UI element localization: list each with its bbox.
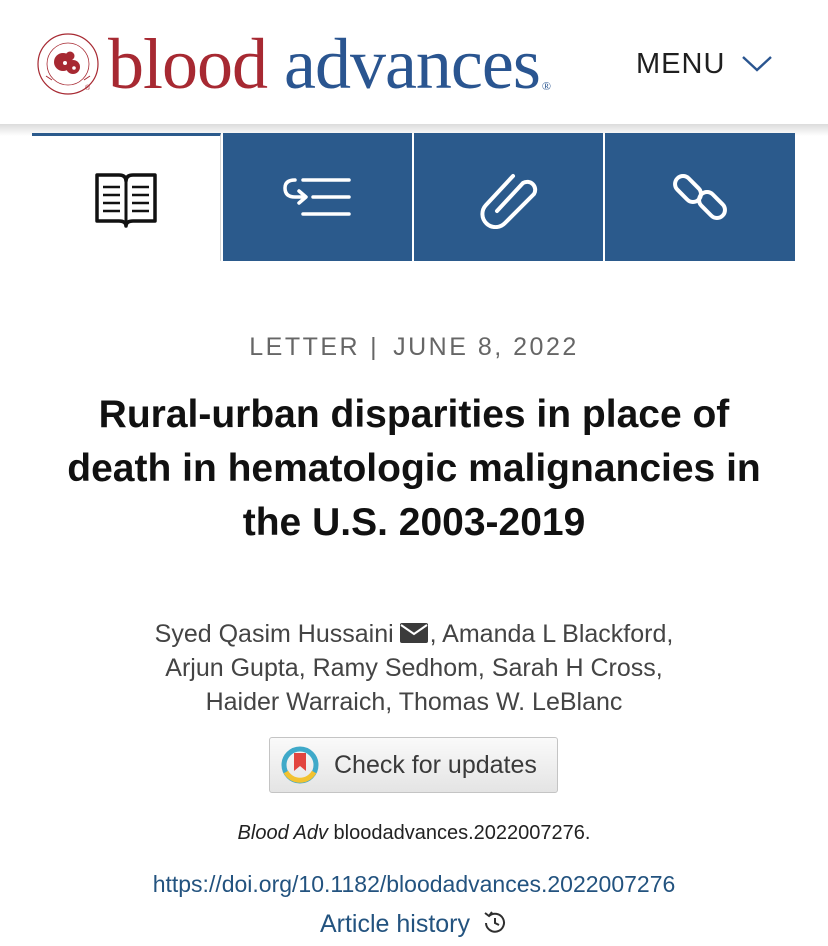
article-meta	[0, 333, 828, 362]
logo-registered-mark: ®	[541, 79, 550, 93]
link-icon	[669, 166, 731, 228]
check-for-updates-button[interactable]	[269, 737, 558, 793]
check-for-updates-label: Check for updates	[334, 750, 537, 779]
article-tool-tabs	[32, 133, 795, 261]
doi-link[interactable]: https://doi.org/10.1182/bloodadvances.2022007276	[152, 871, 676, 897]
author-link[interactable]: Syed Qasim Hussaini	[154, 620, 394, 648]
meta-separator: |	[370, 333, 380, 361]
author-list-line1-rest[interactable]: , Amanda L Blackford,	[429, 620, 674, 648]
blood-advances-logo[interactable]	[108, 24, 548, 104]
tab-supplements[interactable]	[414, 133, 603, 261]
citation-id: bloodadvances.2022007276.	[333, 822, 591, 844]
tab-article-text[interactable]	[32, 133, 221, 261]
chevron-down-icon	[741, 54, 773, 74]
author-list-line2[interactable]: Arjun Gupta, Ramy Sedhom, Sarah H Cross,	[165, 654, 663, 682]
journal-citation	[0, 822, 828, 845]
article-history-label: Article history	[319, 910, 471, 938]
paperclip-icon	[477, 165, 541, 229]
outline-list-icon	[283, 172, 353, 222]
journal-name: Blood Adv	[237, 822, 328, 844]
crossmark-icon	[280, 745, 320, 785]
menu-label: MENU	[636, 47, 726, 80]
author-list-line3[interactable]: Haider Warraich, Thomas W. LeBlanc	[205, 688, 623, 716]
tab-share-link[interactable]	[605, 133, 795, 261]
book-icon	[93, 169, 159, 229]
tab-outline[interactable]	[223, 133, 412, 261]
author-list	[100, 617, 728, 719]
article-type: LETTER	[249, 333, 361, 361]
menu-button[interactable]	[636, 46, 773, 82]
ash-seal-icon[interactable]	[36, 32, 100, 96]
site-header	[0, 0, 828, 126]
article-title: Rural-urban disparities in place of death in hematologic malignancies in the U.S. 2003-2019	[67, 393, 761, 544]
logo-word-blood: blood	[108, 24, 268, 104]
registered-mark: ®	[85, 85, 91, 92]
article-history-toggle[interactable]	[0, 910, 828, 940]
logo-word-advances: advances	[284, 24, 540, 104]
article-date: JUNE 8, 2022	[393, 333, 579, 361]
envelope-icon[interactable]	[400, 623, 428, 643]
history-clock-icon	[482, 910, 508, 936]
